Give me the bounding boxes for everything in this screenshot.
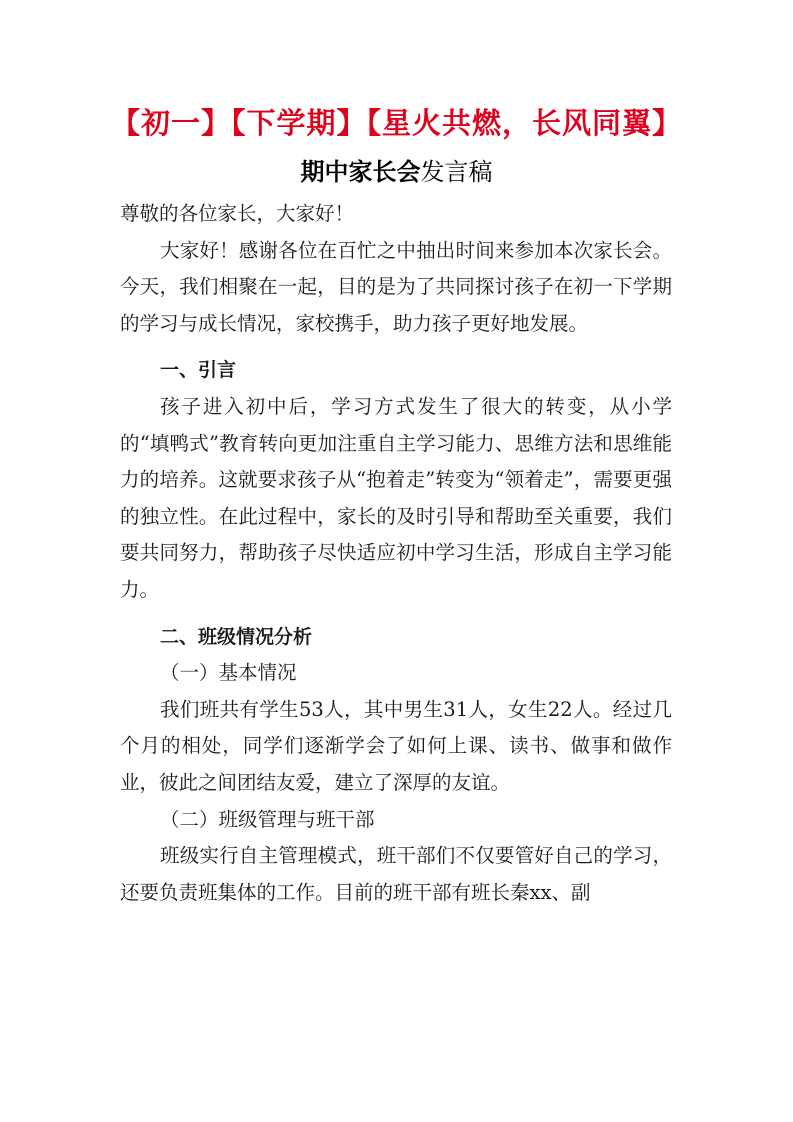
document-body [120,196,672,911]
greeting: 尊敬的各位家长，大家好！ [120,202,355,225]
document-title: 【初一】【下学期】【星火共燃，长风同翼】 [110,106,682,140]
section-1-paragraph: 孩子进入初中后，学习方式发生了很大的转变，从小学的“填鸭式”教育转向更加注重自主学习能力、思维方法和思维能力的培养。这就要求孩子从“抱着走”转变为“领着走”，需要更强的独立性。在此过程中，家长的及时引导和帮助至关重要，我们要共同努力，帮助孩子尽快适应初中学习生活，形成自主学习能力。 [120,394,672,601]
subtitle-rest: 发言稿 [420,158,493,186]
document-subtitle [0,155,793,189]
section-2-sub-1-paragraph: 我们班共有学生53人，其中男生31人，女生22人。经过几个月的相处，同学们逐渐学会了如何上课、读书、做事和做作业，彼此之间团结友爱，建立了深厚的友谊。 [120,697,672,794]
section-2-sub-2-heading: （二）班级管理与班干部 [160,807,375,831]
section-2-heading: 二、班级情况分析 [160,625,313,648]
section-1-heading: 一、引言 [160,359,237,382]
section-2-sub-1-heading: （一）基本情况 [160,661,297,685]
intro-paragraph: 大家好！感谢各位在百忙之中抽出时间来参加本次家长会。今天，我们相聚在一起，目的是为了共同探讨孩子在初一下学期的学习与成长情况，家校携手，助力孩子更好地发展。 [120,238,672,335]
subtitle-strong: 期中家长会 [300,158,421,186]
section-2-sub-2-paragraph: 班级实行自主管理模式，班干部们不仅要管好自己的学习，还要负责班集体的工作。目前的班干部有班长秦xx、副 [120,844,672,904]
